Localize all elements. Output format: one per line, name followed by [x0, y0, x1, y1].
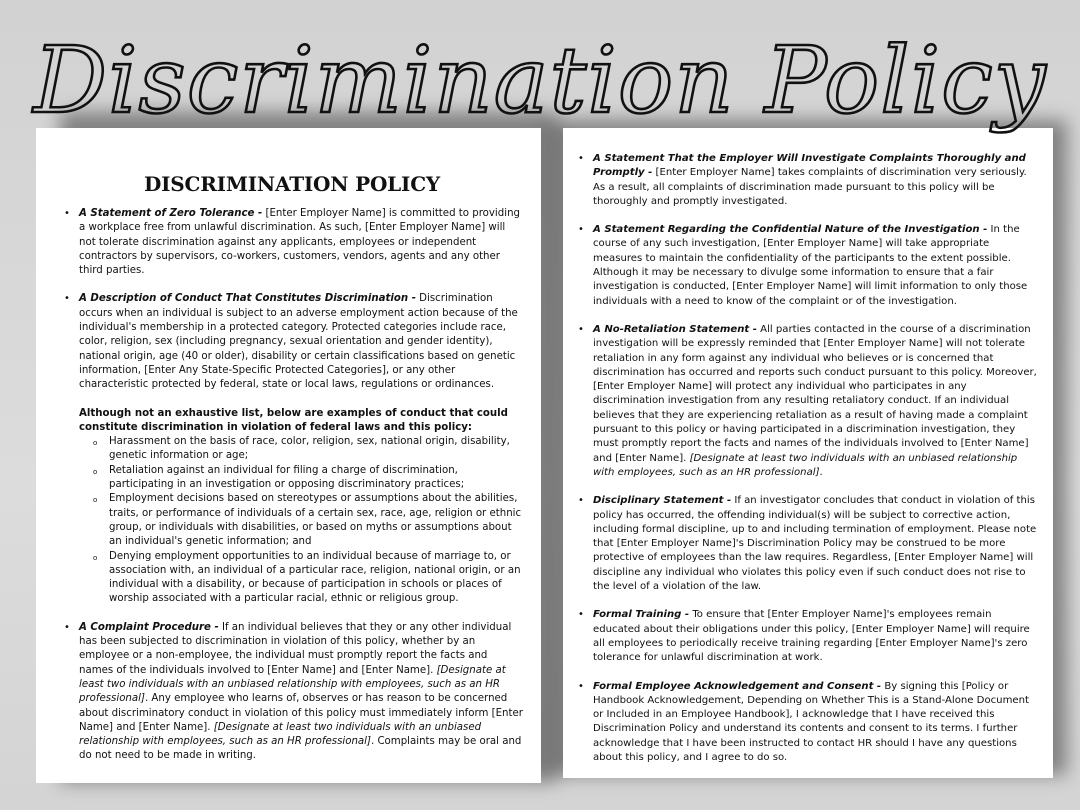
item-lead: A No-Retaliation Statement -: [593, 323, 757, 335]
left-page: [36, 128, 541, 783]
item-text: [Enter Employer Name] is committed to providing a workplace free from unlawful discrimination. As such, [Enter Employer Name] will not tolerate discrimination against any applicants, employees or independent contractors by supervisors, co-workers, customers, vendors, agents and any other third parties.: [79, 208, 520, 277]
item-text: If an investigator concludes that conduct in violation of this policy has occurred, the offending individual(s) will be subject to corrective action, including formal discipline, up to and including termination of employment. Please note that [Enter Employer Name]'s Discrimination Policy may be construed to be more protective of employees than the law requires. Regardless, [Enter Employer Name] will discipline any individual who violates this policy even if such conduct does not rise to the level of a violation of the law.: [593, 495, 1037, 593]
item-italic-note: [Designate at least two individuals with an unbiased relationship with employees, such as an HR professional]: [79, 721, 482, 748]
item-text: .: [819, 466, 823, 478]
item-text: . Any employee who learns of, observes or has reason to be concerned about discriminatory conduct in violation of this policy must immediately inform [Enter Name] and [Enter Name].: [79, 693, 523, 733]
document-title: DISCRIMINATION POLICY: [143, 172, 440, 196]
example-item: o Employment decisions based on stereotypes or assumptions about the abilities, traits, or performance of individuals of a certain sex, race, age, religion or ethnic group, or individuals with disabilities, or based on myths or assumptions about an individual's genetic information; and: [109, 492, 523, 549]
item-text: All parties contacted in the course of a discrimination investigation will be expressly reminded that [Enter Employer Name] will not tolerate retaliation in any form against any individual who believes or is concerned that discrimination has occurred and reports such conduct pursuant to this policy. Moreover, [Enter Employer Name] will protect any individual who participates in any discrimination investigation from any resulting retaliatory conduct. If an individual believes that they are experiencing retaliation as a result of having made a complaint pursuant to this policy or having participated in a discrimination investigation, they must promptly report the facts and names of the individuals involved to [Enter Name] and [Enter Name].: [593, 323, 1037, 464]
left-policy-list: [79, 207, 523, 393]
item-lead: A Statement Regarding the Confidential Nature of the Investigation -: [593, 224, 988, 236]
item-text: In the course of any such investigation, [Enter Employer Name] will take appropriate measures to maintain the confidentiality of the participants to the extent possible. Although it may be necessary to divulge some information to ensure that a fair investigation is conducted, [Enter Employer Name] will limit information to only those individuals with a need to know of the complaint or of the investigation.: [593, 224, 1028, 307]
banner-title-svg: [0, 0, 1080, 144]
examples-list: [79, 435, 523, 607]
policy-item-no-retaliation: [593, 323, 1039, 480]
item-lead: A Description of Conduct That Constitutes Discrimination -: [79, 293, 416, 305]
examples-intro: Although not an exhaustive list, below are examples of conduct that could constitute discrimination in violation of federal laws and this policy:: [79, 407, 508, 433]
item-lead: A Statement of Zero Tolerance -: [79, 208, 263, 219]
policy-item-confidentiality: [593, 223, 1039, 309]
right-page: [563, 128, 1053, 778]
policy-item-investigation: [593, 152, 1039, 209]
item-italic-note: [Designate at least two individuals with an unbiased relationship with employees, such as an HR professional]: [593, 452, 1018, 478]
item-text: Discrimination occurs when an individual is subject to an adverse employment action because of the individual's membership in a protected category. Protected categories include race, color, religion, sex (including pregnancy, sexual orientation and gender identity), national origin, age (40 or older), disability or certain classifications based on genetic information, [Enter Any State-Specific Protected Categories], or any other characteristic protected by federal, state or local laws, regulations or ordinances.: [79, 293, 518, 391]
policy-item-zero-tolerance: [79, 207, 523, 278]
policy-item-conduct-description: [79, 292, 523, 392]
example-item: o Denying employment opportunities to an individual because of marriage to, or association with, an individual of a particular race, religion, national origin, or an individual with a disability, or because of participation in schools or places of worship associated with a particular racial, ethnic or religious group.: [109, 550, 523, 607]
policy-item-complaint-procedure: [79, 621, 523, 764]
item-lead: A Statement That the Employer Will Investigate Complaints Thoroughly and Promptly -: [593, 153, 1026, 179]
item-text: By signing this [Policy or Handbook Acknowledgement, Depending on Whether This is a Stand-Alone Document or Included in an Employee Handbook], I acknowledge that I have received this Discrimination Policy and understand its contents and consent to its terms. I further acknowledge that I have been instructed to contact HR should I have any questions about this policy, and I agree to do so.: [593, 680, 1029, 763]
right-policy-list: [593, 152, 1039, 765]
item-lead: Formal Training -: [593, 609, 690, 621]
policy-item-training: [593, 608, 1039, 665]
item-italic-note: [Designate at least two individuals with an unbiased relationship with employees, such as an HR professional]: [79, 664, 506, 705]
policy-item-acknowledgement: [593, 680, 1039, 766]
item-text: If an individual believes that they or any other individual has been subjected to discrimination in violation of this policy, whether by an employee or a non-employee, the individual must promptly report the facts and names of the individuals involved to [Enter Name] and [Enter Name].: [79, 621, 512, 676]
policy-item-disciplinary: [593, 494, 1039, 594]
left-policy-list-continued: [79, 621, 523, 764]
banner-title-text: Discrimination Policy: [33, 27, 1047, 134]
item-lead: Disciplinary Statement -: [593, 495, 732, 507]
item-lead: Formal Employee Acknowledgement and Consent -: [593, 680, 882, 692]
item-text: . Complaints may be oral and do not need to be made in writing.: [79, 736, 522, 762]
banner-title: [0, 0, 1080, 144]
example-item: o Harassment on the basis of race, color, religion, sex, national origin, disability, genetic information or age;: [109, 435, 523, 464]
item-text: [Enter Employer Name] takes complaints of discrimination very seriously. As a result, all complaints of discrimination made pursuant to this policy will be thoroughly and promptly investigated.: [593, 167, 1027, 207]
item-text: To ensure that [Enter Employer Name]'s employees remain educated about their obligations under this policy, [Enter Employer Name] will require all employees to periodically receive training regarding [Enter Employer Name]'s zero tolerance for unlawful discrimination at work.: [593, 609, 1030, 664]
item-lead: A Complaint Procedure -: [79, 621, 219, 633]
example-item: o Retaliation against an individual for filing a charge of discrimination, participating in an investigation or opposing discriminatory practices;: [109, 464, 523, 493]
